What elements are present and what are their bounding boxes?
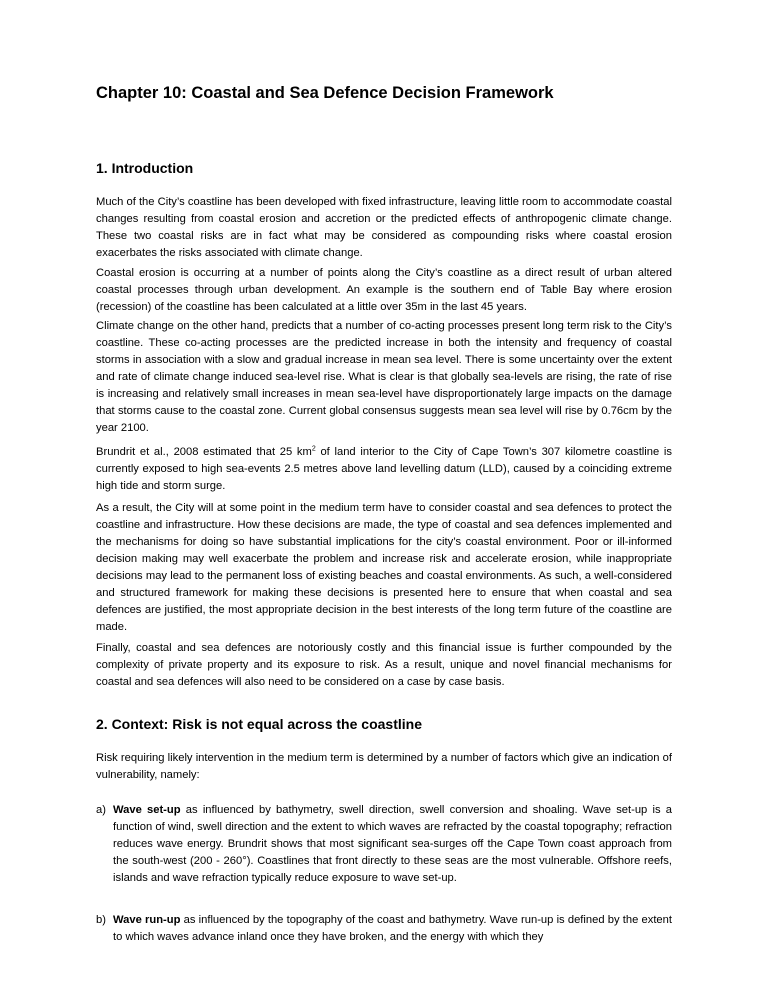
- paragraph: Much of the City’s coastline has been developed with fixed infrastructure, leaving little room to accommodate coastal changes resulting from coastal erosion and accretion or the predicted effects of anthropogenic climate change. These two coastal risks are in fact what may be considered as compounding risks where coastal erosion exacerbates the risks associated with climate change.: [96, 196, 672, 259]
- list-item-body: as influenced by bathymetry, swell direction, swell conversion and shoaling. Wave set-up is a function of wind, swell direction and the extent to which waves are refracted by the coastal topography; refraction reduces wave energy. Brundrit shows that most significant sea-surges off the Cape Town coast approach from the south-west (200 - 260°). Coastlines that front directly to these seas are the most vulnerable. Offshore reefs, islands and wave refraction typically reduce exposure to wave set-up.: [113, 804, 672, 884]
- list-marker: b): [96, 914, 106, 926]
- list-item: [96, 802, 672, 887]
- paragraph: Coastal erosion is occurring at a number of points along the City’s coastline as a direct result of urban altered coastal processes through urban development. An example is the southern end of Table Bay where erosion (recession) of the coastline has been calculated at a little over 35m in the last 45 years.: [96, 267, 672, 313]
- superscript: 2: [311, 445, 316, 453]
- paragraph: As a result, the City will at some point in the medium term have to consider coastal and sea defences to protect the coastline and infrastructure. How these decisions are made, the type of coastal and sea defences implemented and the mechanisms for doing so have substantial implications for the city’s coastal environment. Poor or ill-informed decision making may well exacerbate the problem and increase risk and accelerate erosion, while inappropriate decisions may lead to the permanent loss of existing beaches and coastal environments. As such, a well-considered and structured framework for making these decisions is presented here to ensure that when coastal and sea defences are justified, the most appropriate decision in the best interests of the long term future of the coastline are made.: [96, 502, 672, 633]
- chapter-title: Chapter 10: Coastal and Sea Defence Decision Framework: [96, 84, 554, 102]
- list-item-term: Wave set-up: [113, 804, 181, 816]
- section-heading-introduction: 1. Introduction: [96, 160, 194, 176]
- paragraph: [96, 444, 672, 495]
- list-item-text: [113, 802, 672, 887]
- list-item: [96, 912, 672, 946]
- paragraph: Climate change on the other hand, predicts that a number of co-acting processes present long term risk to the City’s coastline. These co-acting processes are the predicted increase in both the intensity and frequency of coastal storms in association with a slow and gradual increase in mean sea level. There is some uncertainty over the extent and rate of climate change induced sea-level rise. What is clear is that globally sea-levels are rising, the rate of rise is increasing and relatively small increases in mean sea-level have disproportionately large impacts on the damage that storms cause to the coastal zone. Current global consensus suggests mean sea level will rise by 0.76cm by the year 2100.: [96, 320, 672, 434]
- list-item-term: Wave run-up: [113, 914, 181, 926]
- section-heading-context: 2. Context: Risk is not equal across the coastline: [96, 716, 422, 732]
- list-marker: a): [96, 804, 106, 816]
- list-item-body: as influenced by the topography of the coast and bathymetry. Wave run-up is defined by the extent to which waves advance inland once they have broken, and the energy with which they: [113, 914, 672, 943]
- paragraph-text: Brundrit et al., 2008 estimated that 25 km: [96, 446, 312, 458]
- paragraph: Risk requiring likely intervention in the medium term is determined by a number of factors which give an indication of vulnerability, namely:: [96, 752, 672, 781]
- paragraph: Finally, coastal and sea defences are notoriously costly and this financial issue is further compounded by the complexity of private property and its exposure to risk. As a result, unique and novel financial mechanisms for coastal and sea defences will also need to be considered on a case by case basis.: [96, 642, 672, 688]
- list-item-text: [113, 912, 672, 946]
- paragraph-text: of land interior to the City of Cape Town’s 307 kilometre coastline is currently exposed to high sea-events 2.5 metres above land levelling datum (LLD), caused by a coinciding extreme high tide and storm surge.: [96, 446, 673, 492]
